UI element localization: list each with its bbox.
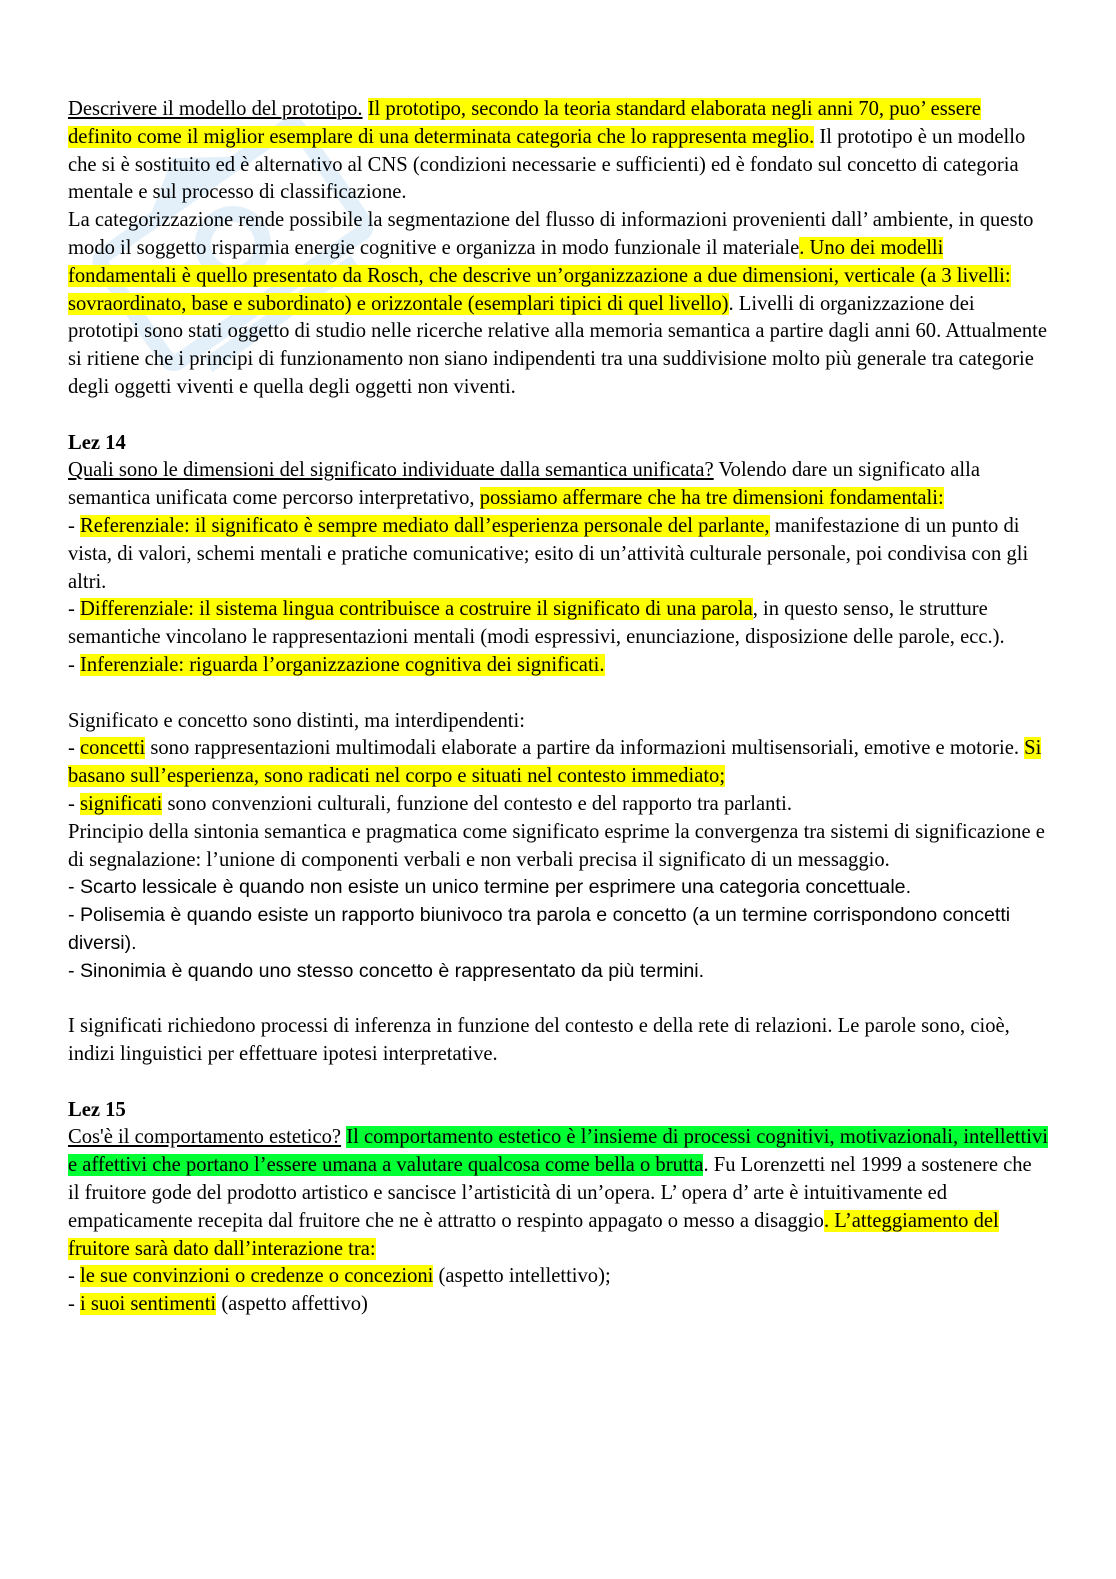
- highlight-referenziale: Referenziale: il significato è sempre mediato dall’esperienza personale del parlante,: [80, 514, 770, 537]
- bullet-referenziale: [68, 513, 1048, 596]
- highlight-significati: significati: [80, 792, 163, 815]
- bullet-dash: -: [68, 1293, 81, 1316]
- sentimenti-text: (aspetto affettivo): [216, 1293, 368, 1316]
- bullet-concetti: [68, 735, 1048, 791]
- highlight-three-dimensions: possiamo affermare che ha tre dimensioni fondamentali:: [479, 487, 944, 510]
- bullet-inferenziale: [68, 652, 1048, 680]
- prototype-text-2: . Livelli di organizzazione dei prototipi sono stati oggetto di studio nelle ricerche relative alla memoria semantica a partire dagli anni 60. Attualmente si ritiene che i principi di funzionamento non siano indipendenti tra una suddivisione molto più generale tra categorie degli oggetti viventi e quella degli oggetti non viventi.: [68, 292, 1048, 398]
- highlight-differenziale: Differenziale: il sistema lingua contribuisce a costruire il significato di una parola: [80, 598, 753, 621]
- categorization-paragraph: [68, 207, 1048, 402]
- list-scarto-lessicale: - Scarto lessicale è quando non esiste un unico termine per esprimere una categoria concettuale.: [68, 876, 912, 899]
- bullet-dash: -: [68, 653, 81, 676]
- bullet-dash: -: [68, 792, 81, 815]
- sintonia-paragraph: Principio della sintonia semantica e pragmatica come significato esprime la convergenza tra sistemi di significazione e di segnalazione: l’unione di componenti verbali e non verbali precisa il significato di un messaggio.: [68, 820, 1045, 871]
- highlight-fruitore: . L’atteggiamento del fruitore sarà dato dall’interazione tra:: [68, 1209, 999, 1260]
- inference-paragraph: I significati richiedono processi di inferenza in funzione del contesto e della rete di relazioni. Le parole sono, cioè, indizi linguistici per effettuare ipotesi interpretative.: [68, 1015, 1010, 1066]
- concetti-text: sono rappresentazioni multimodali elaborate a partire da informazioni multisensoriali, emotive e motorie.: [145, 737, 1025, 760]
- bullet-significati: [68, 791, 1048, 819]
- concept-intro: Significato e concetto sono distinti, ma interdipendenti:: [68, 709, 525, 732]
- highlight-rosch-model: . Uno dei modelli fondamentali è quello presentato da Rosch, che descrive un’organizzazione a due dimensioni, verticale (a 3 livelli: sovraordinato, base e subordinato) e orizzontale (esemplari tipici di quel livello): [68, 236, 1011, 315]
- heading-lez-14: Lez 14: [68, 431, 126, 454]
- semantics-intro: [68, 457, 1048, 513]
- lorenzetti-text: . Fu Lorenzetti nel 1999 a sostenere che il fruitore gode del prodotto artistico e sancisce l’artisticità di un’opera. L’ opera d’ arte è intuitivamente ed empaticamente recepita dal fruitore che ne è attratto o respinto appagato o messo a disaggio: [68, 1154, 1032, 1232]
- bullet-differenziale: [68, 596, 1048, 652]
- bullet-convinzioni: [68, 1263, 1048, 1291]
- highlight-aesthetic-definition: Il comportamento estetico è l’insieme di processi cognitivi, motivazionali, intellettivi e affettivi che portano l’essere umana a valutare qualcosa come bella o brutta: [68, 1126, 1048, 1177]
- highlight-concetti: concetti: [80, 737, 146, 760]
- significati-text: sono convenzioni culturali, funzione del contesto e del rapporto tra parlanti.: [162, 792, 792, 815]
- highlight-inferenziale: Inferenziale: riguarda l’organizzazione cognitiva dei significati.: [80, 653, 605, 676]
- question-prototype: Descrivere il modello del prototipo.: [68, 98, 363, 120]
- document-page: [68, 96, 1048, 1319]
- prototype-paragraph: [68, 96, 1048, 207]
- bullet-sentimenti: [68, 1291, 1048, 1319]
- question-aesthetic: Cos'è il comportamento estetico?: [68, 1126, 342, 1149]
- highlight-convinzioni: le sue convinzioni o credenze o concezioni: [80, 1265, 434, 1288]
- bullet-dash: -: [68, 598, 81, 621]
- heading-lez-15: Lez 15: [68, 1098, 126, 1121]
- differenziale-text: , in questo senso, le strutture semantiche vincolano le rappresentazioni mentali (modi espressivi, enunciazione, disposizione delle parole, ecc.).: [68, 598, 1005, 649]
- highlight-esperienza: Si basano sull’esperienza, sono radicati nel corpo e situati nel contesto immediato;: [68, 737, 1042, 788]
- highlight-sentimenti: i suoi sentimenti: [80, 1293, 217, 1316]
- question-semantics: Quali sono le dimensioni del significato individuate dalla semantica unificata?: [68, 459, 714, 482]
- bullet-dash: -: [68, 514, 81, 537]
- categorization-text: La categorizzazione rende possibile la segmentazione del flusso di informazioni provenienti dall’ ambiente, in questo modo il soggetto risparmia energie cognitive e organizza in modo funzionale il materiale: [68, 209, 1034, 259]
- list-polisemia: - Polisemia è quando esiste un rapporto biunivoco tra parola e concetto (a un termine corrispondono concetti diversi).: [68, 904, 1011, 954]
- bullet-dash: -: [68, 1265, 81, 1288]
- convinzioni-text: (aspetto intellettivo);: [433, 1265, 611, 1288]
- highlight-prototype-definition: Il prototipo, secondo la teoria standard elaborata negli anni 70, puo’ essere definito come il miglior esemplare di una determinata categoria che lo rappresenta meglio.: [68, 98, 981, 148]
- aesthetic-paragraph: [68, 1124, 1048, 1263]
- semantics-text: Volendo dare un significato alla semantica unificata come percorso interpretativo,: [68, 459, 980, 510]
- list-sinonimia: - Sinonimia è quando uno stesso concetto è rappresentato da più termini.: [68, 959, 705, 982]
- referenziale-text: manifestazione di un punto di vista, di valori, schemi mentali e pratiche comunicative; esito di un’attività culturale personale, poi condivisa con gli altri.: [68, 514, 1029, 593]
- bullet-dash: -: [68, 737, 81, 760]
- prototype-text-1: Il prototipo è un modello che si è sostituito ed è alternativo al CNS (condizioni necessarie e sufficienti) ed è fondato sul concetto di categoria mentale e sul processo di classificazione.: [68, 125, 1026, 204]
